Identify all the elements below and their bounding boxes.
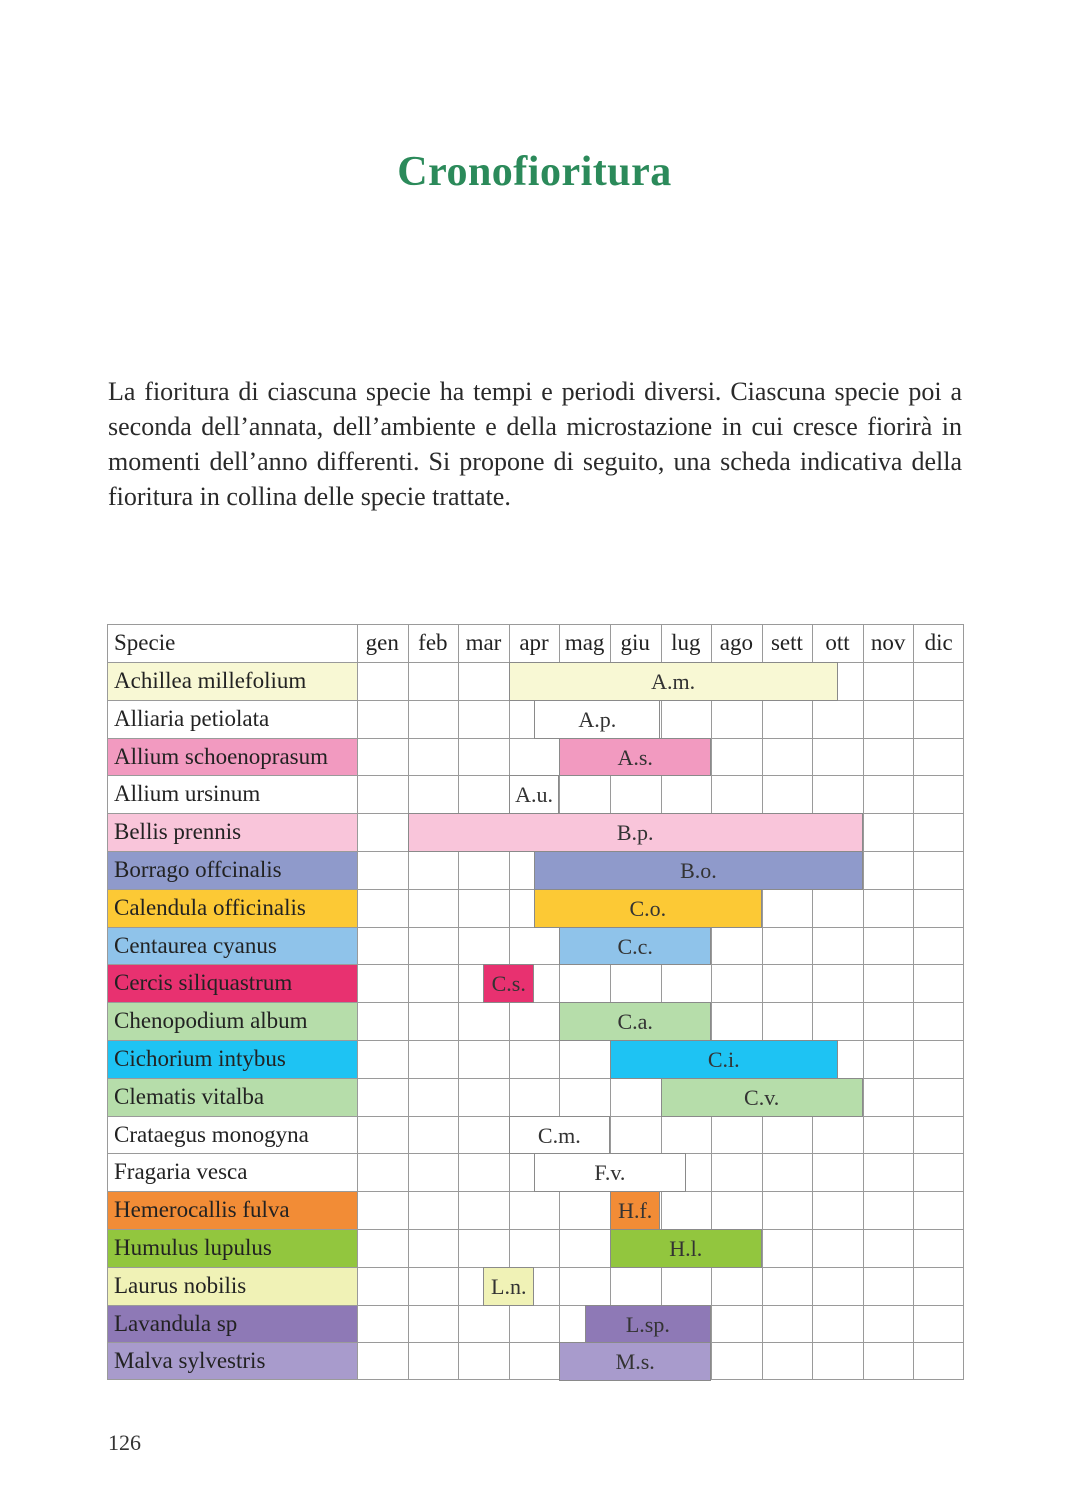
month-header-mar: mar: [465, 630, 502, 655]
species-cell: Clematis vitalba: [107, 1078, 357, 1116]
month-header-ago: ago: [719, 630, 753, 655]
grid-line: [107, 624, 964, 625]
intro-paragraph: La fioritura di ciascuna specie ha tempi e periodi diversi. Ciascuna specie poi a seconda dell’annata, dell’ambiente e della microstazione in cui cresce fiorirà in momenti dell’anno differenti. Si propone di seguito, una scheda indicativa della fioritura in collina delle specie trattate.: [108, 377, 962, 511]
flowering-bar: C.o.: [534, 889, 762, 928]
month-header-sett: sett: [770, 630, 803, 655]
grid-line: [107, 1379, 964, 1380]
month-header-nov: nov: [870, 630, 906, 655]
month-header-gen: gen: [365, 630, 399, 655]
flowering-bar: H.f.: [610, 1191, 661, 1230]
grid-line: [107, 1305, 964, 1306]
species-cell: Cercis siliquastrum: [107, 964, 357, 1002]
flowering-bar: A.s.: [559, 738, 711, 777]
flowering-bar: C.i.: [610, 1040, 838, 1079]
species-cell: Malva sylvestris: [107, 1342, 357, 1380]
flowering-chart: [107, 624, 964, 1379]
flowering-bar: B.p.: [408, 813, 863, 852]
flowering-bar: L.sp.: [585, 1305, 711, 1344]
species-cell: Cichorium intybus: [107, 1040, 357, 1078]
flowering-bar: C.s.: [483, 964, 534, 1003]
month-header-dic: dic: [924, 630, 953, 655]
flowering-bar: M.s.: [559, 1342, 711, 1381]
species-cell: Allium ursinum: [107, 775, 357, 813]
month-header-ott: ott: [825, 630, 850, 655]
page-title: Cronofioritura: [397, 149, 672, 195]
flowering-bar: B.o.: [534, 851, 863, 890]
page-number: 126: [108, 1430, 141, 1455]
grid-line: [107, 964, 964, 965]
month-header-feb: feb: [418, 630, 448, 655]
species-cell: Borrago offcinalis: [107, 851, 357, 889]
species-cell: Humulus lupulus: [107, 1229, 357, 1267]
grid-line: [107, 1002, 964, 1003]
grid-line: [107, 1342, 964, 1343]
month-header-apr: apr: [519, 630, 549, 655]
grid-line: [107, 1267, 964, 1268]
flowering-bar: C.m.: [509, 1116, 610, 1155]
flowering-bar: A.m.: [509, 662, 838, 701]
species-cell: Alliaria petiolata: [107, 700, 357, 738]
species-cell: Allium schoenoprasum: [107, 738, 357, 776]
species-cell: Chenopodium album: [107, 1002, 357, 1040]
species-cell: Calendula officinalis: [107, 889, 357, 927]
species-cell: Bellis prennis: [107, 813, 357, 851]
flowering-bar: L.n.: [483, 1267, 534, 1306]
month-header-giu: giu: [620, 630, 650, 655]
flowering-bar: C.v.: [661, 1078, 863, 1117]
flowering-bar: A.u.: [509, 775, 560, 814]
species-cell: Lavandula sp: [107, 1305, 357, 1343]
species-cell: Fragaria vesca: [107, 1153, 357, 1191]
flowering-bar: C.c.: [559, 927, 711, 966]
species-header: Specie: [114, 630, 176, 655]
species-cell: Hemerocallis fulva: [107, 1191, 357, 1229]
flowering-bar: A.p.: [534, 700, 660, 739]
flowering-bar: C.a.: [559, 1002, 711, 1041]
species-cell: Centaurea cyanus: [107, 927, 357, 965]
month-header-mag: mag: [564, 630, 605, 655]
species-cell: Achillea millefolium: [107, 662, 357, 700]
flowering-bar: F.v.: [534, 1153, 686, 1192]
species-cell: Laurus nobilis: [107, 1267, 357, 1305]
species-cell: Crataegus monogyna: [107, 1116, 357, 1154]
flowering-bar: H.l.: [610, 1229, 762, 1268]
month-header-lug: lug: [671, 630, 701, 655]
grid-line: [107, 1229, 964, 1230]
